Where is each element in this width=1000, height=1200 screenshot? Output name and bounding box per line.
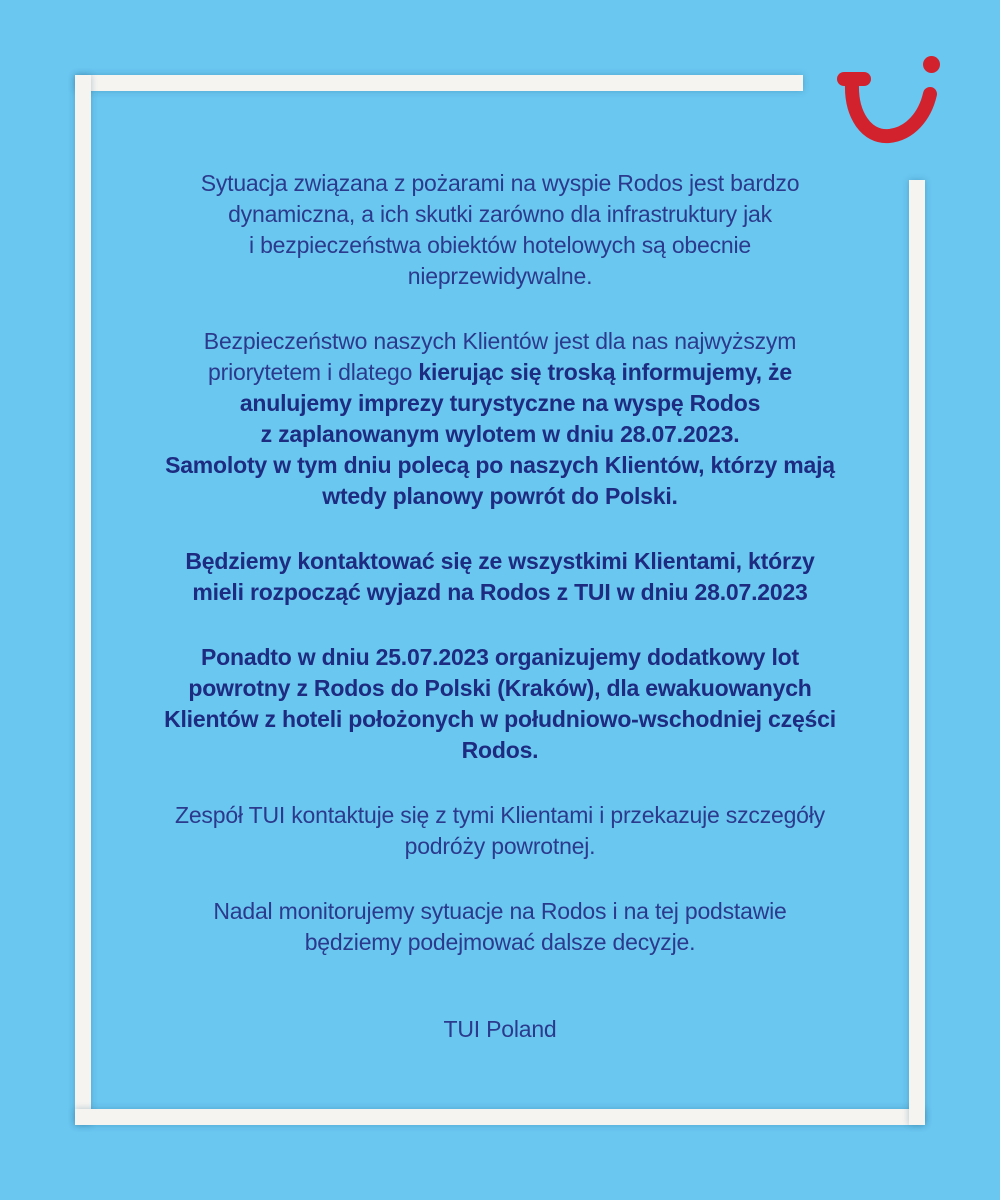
frame-border-bottom bbox=[75, 1109, 925, 1125]
signature: TUI Poland bbox=[443, 1016, 557, 1042]
text-line bbox=[0, 642, 1000, 673]
text-segment-bold: Klientów z hoteli położonych w południowo-wschodniej części bbox=[164, 706, 836, 732]
text-segment: Zespół TUI kontaktuje się z tymi Klientami i przekazuje szczegóły bbox=[174, 802, 825, 828]
text-segment-bold: kierując się troską informujemy, że bbox=[418, 359, 792, 385]
paragraph bbox=[0, 168, 1000, 292]
text-line bbox=[0, 673, 1000, 704]
paragraph bbox=[0, 800, 1000, 862]
text-line bbox=[0, 450, 1000, 481]
text-line bbox=[0, 199, 1000, 230]
text-segment-bold: Ponadto w dniu 25.07.2023 organizujemy dodatkowy lot bbox=[201, 644, 799, 670]
text-line bbox=[0, 419, 1000, 450]
text-line bbox=[0, 735, 1000, 766]
paragraph bbox=[0, 326, 1000, 512]
text-line bbox=[0, 230, 1000, 261]
text-segment-bold: mieli rozpocząć wyjazd na Rodos z TUI w dniu 28.07.2023 bbox=[192, 579, 808, 605]
text-line bbox=[0, 357, 1000, 388]
text-segment: nieprzewidywalne. bbox=[407, 263, 593, 289]
text-segment: dynamiczna, a ich skutki zarówno dla infrastruktury jak bbox=[228, 201, 772, 227]
text-segment: i bezpieczeństwa obiektów hotelowych są obecnie bbox=[248, 232, 751, 258]
text-line bbox=[0, 168, 1000, 199]
text-segment-bold: powrotny z Rodos do Polski (Kraków), dla ewakuowanych bbox=[188, 675, 812, 701]
announcement-text bbox=[0, 168, 1000, 1045]
text-line bbox=[0, 896, 1000, 927]
text-segment-bold: Rodos. bbox=[461, 737, 539, 763]
text-line bbox=[0, 800, 1000, 831]
text-line bbox=[0, 704, 1000, 735]
text-segment-bold: Samoloty w tym dniu polecą po naszych Klientów, którzy mają bbox=[165, 452, 835, 478]
text-segment: będziemy podejmować dalsze decyzje. bbox=[304, 929, 696, 955]
text-segment: priorytetem i dlatego bbox=[208, 359, 419, 385]
text-segment: Nadal monitorujemy sytuacje na Rodos i na tej podstawie bbox=[213, 898, 787, 924]
text-line bbox=[0, 388, 1000, 419]
text-segment-bold: anulujemy imprezy turystyczne na wyspę Rodos bbox=[239, 390, 761, 416]
text-line bbox=[0, 261, 1000, 292]
frame-border-top bbox=[75, 75, 803, 91]
text-segment: Sytuacja związana z pożarami na wyspie Rodos jest bardzo bbox=[200, 170, 800, 196]
text-segment: Bezpieczeństwo naszych Klientów jest dla nas najwyższym bbox=[203, 328, 797, 354]
announcement-paragraphs bbox=[0, 168, 1000, 958]
text-line bbox=[0, 831, 1000, 862]
text-line bbox=[0, 927, 1000, 958]
text-line bbox=[0, 577, 1000, 608]
paragraph bbox=[0, 896, 1000, 958]
text-line bbox=[0, 546, 1000, 577]
text-line bbox=[0, 481, 1000, 512]
paragraph bbox=[0, 546, 1000, 608]
text-segment: podróży powrotnej. bbox=[404, 833, 596, 859]
text-segment-bold: wtedy planowy powrót do Polski. bbox=[322, 483, 678, 509]
text-segment-bold: Będziemy kontaktować się ze wszystkimi Klientami, którzy bbox=[185, 548, 815, 574]
text-line bbox=[0, 326, 1000, 357]
tui-smile-logo-icon bbox=[826, 44, 948, 144]
text-segment-bold: z zaplanowanym wylotem w dniu 28.07.2023. bbox=[260, 421, 740, 447]
paragraph bbox=[0, 642, 1000, 766]
